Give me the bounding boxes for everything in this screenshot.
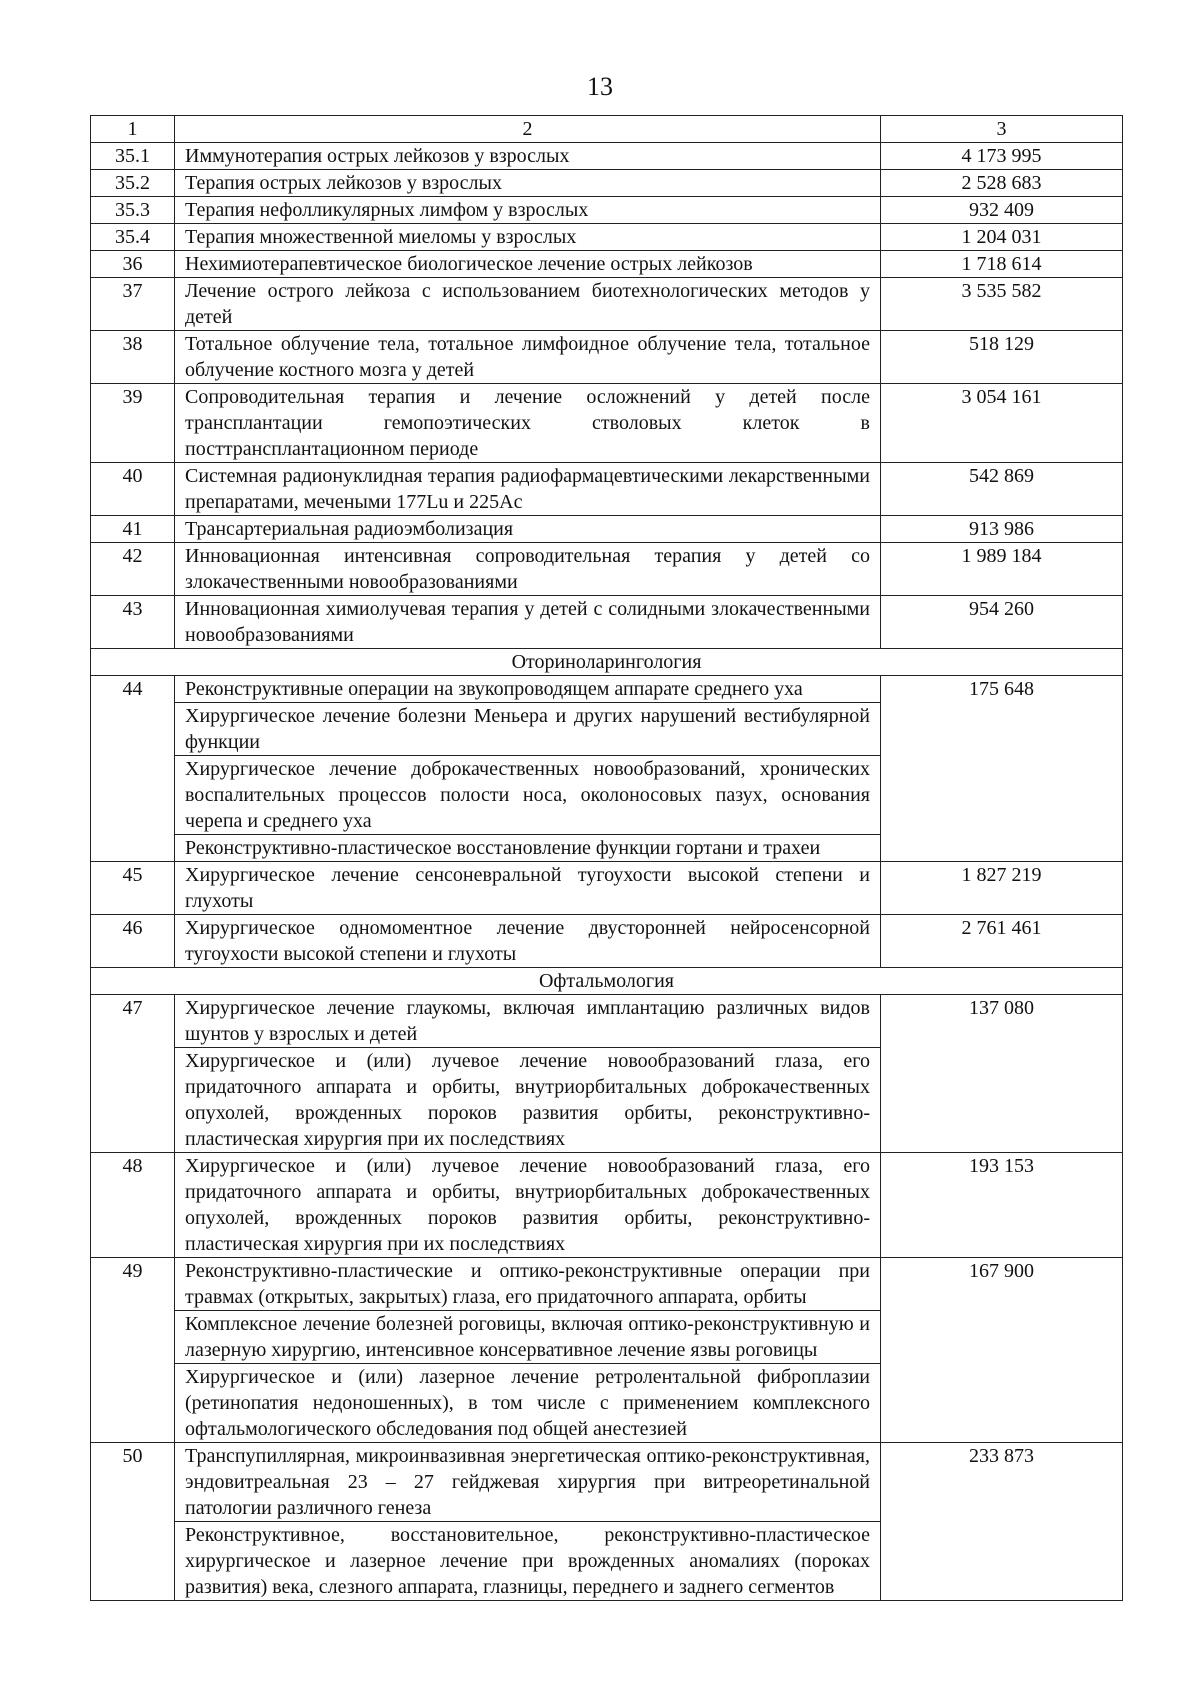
row-cost: 2 528 683 [881, 170, 1123, 197]
section-heading: Оториноларингология [91, 649, 1123, 676]
row-description: Лечение острого лейкоза с использованием биотехнологических методов у детей [175, 278, 881, 331]
row-cost: 3 054 161 [881, 384, 1123, 463]
table-row [91, 596, 1123, 649]
row-cost: 1 989 184 [881, 543, 1123, 596]
row-description: Инновационная интенсивная сопроводительная терапия у детей со злокачественными новообразованиями [175, 543, 881, 596]
row-cost: 932 409 [881, 197, 1123, 224]
column-header-3: 3 [881, 116, 1123, 143]
row-description: Терапия острых лейкозов у взрослых [175, 170, 881, 197]
row-description: Терапия множественной миеломы у взрослых [175, 224, 881, 251]
row-number: 39 [91, 384, 175, 463]
row-cost: 175 648 [881, 676, 1123, 862]
table-body [91, 116, 1123, 1601]
table-row [91, 251, 1123, 278]
row-number: 38 [91, 331, 175, 384]
row-cost: 137 080 [881, 995, 1123, 1153]
table-row [91, 1258, 1123, 1311]
row-number: 35.3 [91, 197, 175, 224]
page-number: 13 [587, 72, 613, 101]
row-description: Тотальное облучение тела, тотальное лимфоидное облучение тела, тотальное облучение костного мозга у детей [175, 331, 881, 384]
row-number: 48 [91, 1153, 175, 1258]
row-cost: 518 129 [881, 331, 1123, 384]
row-description: Реконструктивное, восстановительное, реконструктивно-пластическое хирургическое и лазерное лечение при врожденных аномалиях (пороках развития) века, слезного аппарата, глазницы, переднего и заднего сегментов [175, 1522, 881, 1601]
table-row [91, 995, 1123, 1048]
row-number: 45 [91, 862, 175, 915]
table-row [91, 384, 1123, 463]
row-number: 49 [91, 1258, 175, 1443]
column-header-1: 1 [91, 116, 175, 143]
row-description: Хирургическое одномоментное лечение двусторонней нейросенсорной тугоухости высокой степени и глухоты [175, 915, 881, 968]
row-number: 44 [91, 676, 175, 862]
row-description: Реконструктивные операции на звукопроводящем аппарате среднего уха [175, 676, 881, 703]
row-number: 50 [91, 1443, 175, 1601]
table-row [91, 278, 1123, 331]
table-row [91, 676, 1123, 703]
column-header-2: 2 [175, 116, 881, 143]
table-row [91, 1153, 1123, 1258]
header-row [91, 116, 1123, 143]
row-cost: 193 153 [881, 1153, 1123, 1258]
row-number: 42 [91, 543, 175, 596]
row-description: Системная радионуклидная терапия радиофармацевтическими лекарственными препаратами, мечеными 177Lu и 225Ac [175, 463, 881, 516]
row-description: Реконструктивно-пластические и оптико-реконструктивные операции при травмах (открытых, закрытых) глаза, его придаточного аппарата, орбиты [175, 1258, 881, 1311]
row-cost: 542 869 [881, 463, 1123, 516]
row-cost: 1 718 614 [881, 251, 1123, 278]
table-row [91, 331, 1123, 384]
row-description: Инновационная химиолучевая терапия у детей с солидными злокачественными новообразованиями [175, 596, 881, 649]
row-number: 35.4 [91, 224, 175, 251]
row-number: 36 [91, 251, 175, 278]
table-row [91, 170, 1123, 197]
row-description: Трансартериальная радиоэмболизация [175, 516, 881, 543]
row-number: 37 [91, 278, 175, 331]
row-cost: 1 827 219 [881, 862, 1123, 915]
row-description: Иммунотерапия острых лейкозов у взрослых [175, 143, 881, 170]
table-row [91, 516, 1123, 543]
row-number: 46 [91, 915, 175, 968]
section-heading: Офтальмология [91, 968, 1123, 995]
table-row [91, 915, 1123, 968]
row-cost: 167 900 [881, 1258, 1123, 1443]
row-cost: 954 260 [881, 596, 1123, 649]
table-row [91, 197, 1123, 224]
price-table [90, 115, 1123, 1601]
row-description: Сопроводительная терапия и лечение осложнений у детей после трансплантации гемопоэтических стволовых клеток в посттрансплантационном периоде [175, 384, 881, 463]
table-row [91, 224, 1123, 251]
row-number: 43 [91, 596, 175, 649]
row-number: 35.2 [91, 170, 175, 197]
row-description: Хирургическое лечение глаукомы, включая имплантацию различных видов шунтов у взрослых и детей [175, 995, 881, 1048]
table-row [91, 1443, 1123, 1522]
row-number: 40 [91, 463, 175, 516]
section-row [91, 649, 1123, 676]
table-row [91, 543, 1123, 596]
row-description: Комплексное лечение болезней роговицы, включая оптико-реконструктивную и лазерную хирургию, интенсивное консервативное лечение язвы роговицы [175, 1311, 881, 1364]
row-description: Хирургическое лечение болезни Меньера и других нарушений вестибулярной функции [175, 703, 881, 756]
row-cost: 3 535 582 [881, 278, 1123, 331]
row-number: 47 [91, 995, 175, 1153]
table-row [91, 463, 1123, 516]
row-description: Хирургическое лечение сенсоневральной тугоухости высокой степени и глухоты [175, 862, 881, 915]
row-cost: 233 873 [881, 1443, 1123, 1601]
row-description: Нехимиотерапевтическое биологическое лечение острых лейкозов [175, 251, 881, 278]
table-row [91, 862, 1123, 915]
table-row [91, 143, 1123, 170]
row-cost: 913 986 [881, 516, 1123, 543]
row-cost: 4 173 995 [881, 143, 1123, 170]
section-row [91, 968, 1123, 995]
row-description: Хирургическое и (или) лучевое лечение новообразований глаза, его придаточного аппарата и орбиты, внутриорбитальных доброкачественных опухолей, врожденных пороков развития орбиты, реконструктивно-пластическая хирургия при их последствиях [175, 1048, 881, 1153]
row-cost: 1 204 031 [881, 224, 1123, 251]
row-description: Реконструктивно-пластическое восстановление функции гортани и трахеи [175, 835, 881, 862]
row-description: Хирургическое и (или) лучевое лечение новообразований глаза, его придаточного аппарата и орбиты, внутриорбитальных доброкачественных опухолей, врожденных пороков развития орбиты, реконструктивно-пластическая хирургия при их последствиях [175, 1153, 881, 1258]
row-description: Терапия нефолликулярных лимфом у взрослых [175, 197, 881, 224]
row-number: 35.1 [91, 143, 175, 170]
row-description: Транспупиллярная, микроинвазивная энергетическая оптико-реконструктивная, эндовитреальная 23 – 27 гейджевая хирургия при витреоретинальной патологии различного генеза [175, 1443, 881, 1522]
row-description: Хирургическое лечение доброкачественных новообразований, хронических воспалительных процессов полости носа, околоносовых пазух, основания черепа и среднего уха [175, 756, 881, 835]
row-description: Хирургическое и (или) лазерное лечение ретролентальной фиброплазии (ретинопатия недоношенных), в том числе с применением комплексного офтальмологического обследования под общей анестезией [175, 1364, 881, 1443]
row-cost: 2 761 461 [881, 915, 1123, 968]
row-number: 41 [91, 516, 175, 543]
